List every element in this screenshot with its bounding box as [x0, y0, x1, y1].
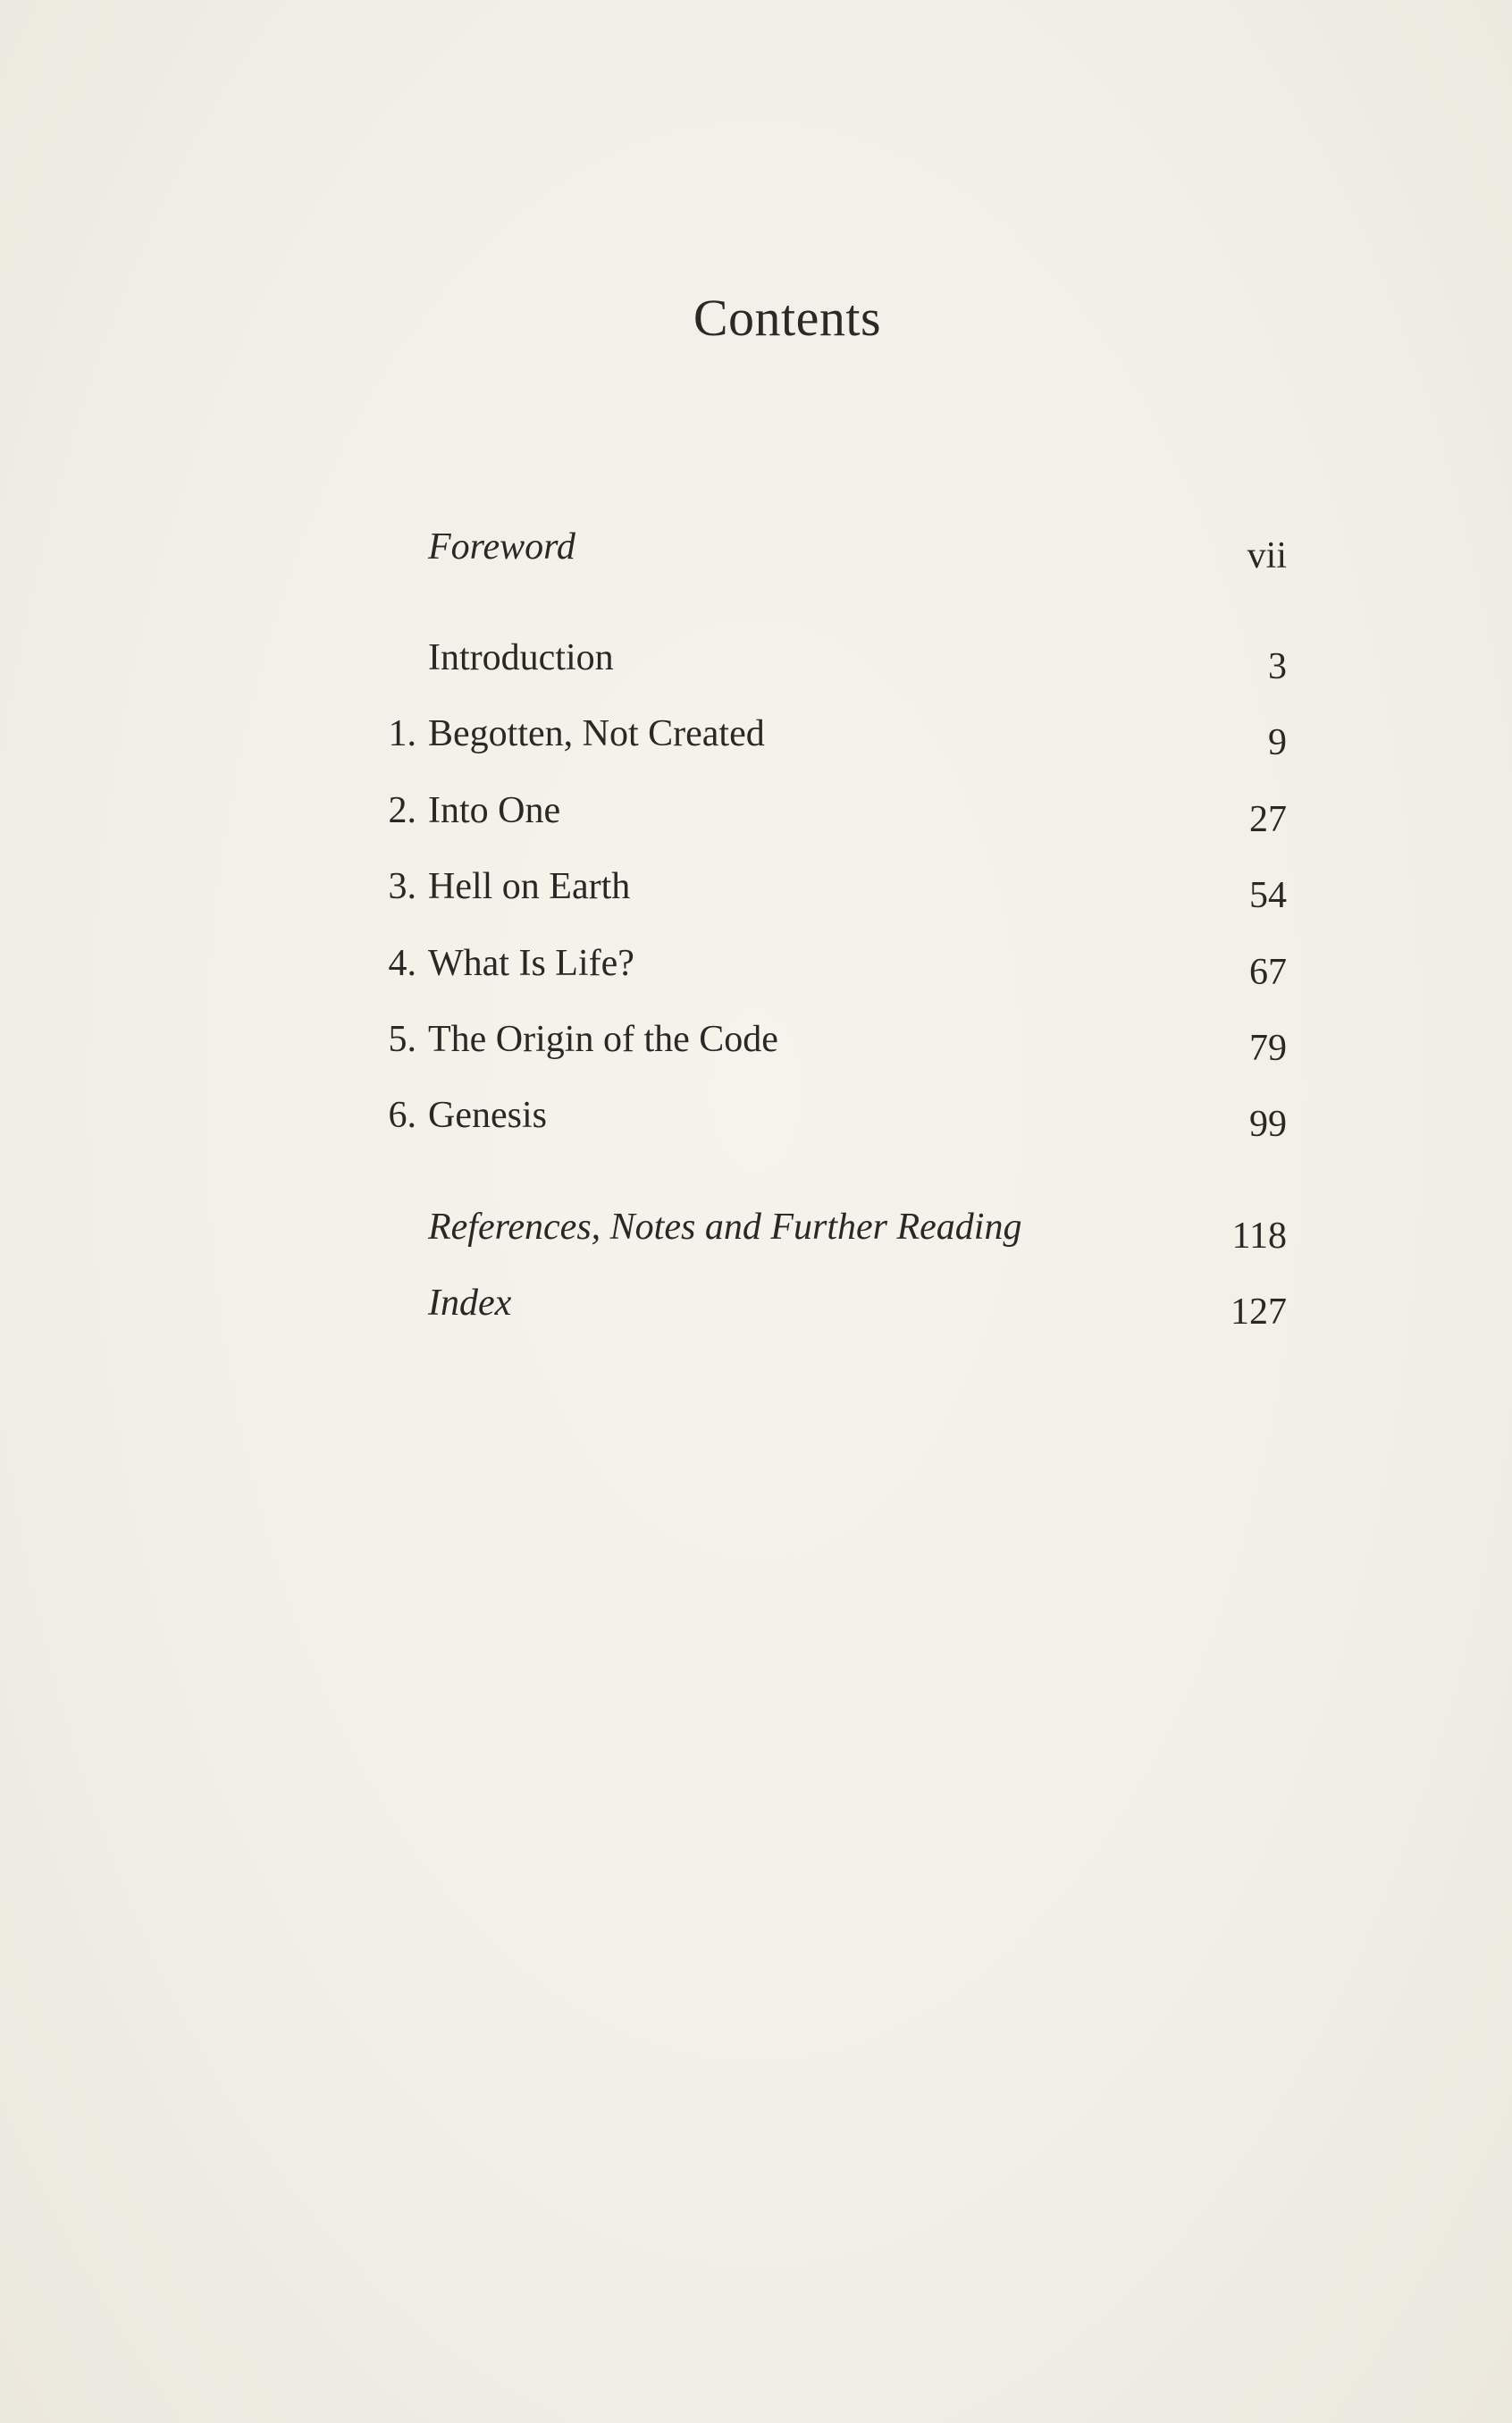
toc-entry-number: 5.: [388, 1019, 416, 1060]
toc-entry-page: 67: [1249, 952, 1287, 993]
toc-entry-title: Index: [428, 1283, 512, 1324]
toc-entry-page: 79: [1249, 1028, 1287, 1069]
toc-entry-page: 9: [1268, 722, 1287, 763]
page-title: Contents: [693, 289, 882, 347]
toc-entry-page: vii: [1247, 535, 1287, 576]
toc-entry-title: Into One: [428, 790, 561, 831]
toc-entry-title: References, Notes and Further Reading: [428, 1207, 1022, 1248]
toc-entry-number: 6.: [388, 1095, 416, 1136]
toc-entry-page: 99: [1249, 1104, 1287, 1145]
toc-entry-references[interactable]: [357, 1200, 1287, 1257]
toc-entry-introduction[interactable]: [357, 631, 1287, 685]
toc-entry-index[interactable]: [357, 1276, 1287, 1333]
toc-entry-title: Introduction: [428, 637, 614, 678]
toc-entry-title: What Is Life?: [428, 943, 634, 984]
toc-entry-page: 27: [1249, 799, 1287, 840]
toc-entry-number: 1.: [388, 713, 416, 754]
toc-entry-page: 3: [1268, 646, 1287, 687]
toc-entry-number: 2.: [388, 790, 416, 831]
toc-entry-foreword[interactable]: [357, 520, 1287, 574]
toc-entry-chapter-3[interactable]: [357, 860, 1287, 916]
toc-entry-title: Hell on Earth: [428, 866, 631, 907]
toc-entry-chapter-2[interactable]: [357, 784, 1287, 840]
toc-entry-title: The Origin of the Code: [428, 1019, 778, 1060]
toc-entry-chapter-1[interactable]: [357, 707, 1287, 761]
toc-entry-title: Begotten, Not Created: [428, 713, 765, 754]
toc-entry-title: Genesis: [428, 1095, 547, 1136]
toc-entry-number: 4.: [388, 943, 416, 984]
toc-entry-page: 127: [1231, 1291, 1287, 1333]
toc-entry-chapter-5[interactable]: [357, 1013, 1287, 1069]
toc-entry-chapter-6[interactable]: [357, 1089, 1287, 1145]
toc-entry-title: Foreword: [428, 526, 575, 568]
toc-entry-page: 118: [1231, 1216, 1287, 1257]
toc-entry-chapter-4[interactable]: [357, 937, 1287, 993]
toc-entry-page: 54: [1249, 875, 1287, 916]
toc-entry-number: 3.: [388, 866, 416, 907]
